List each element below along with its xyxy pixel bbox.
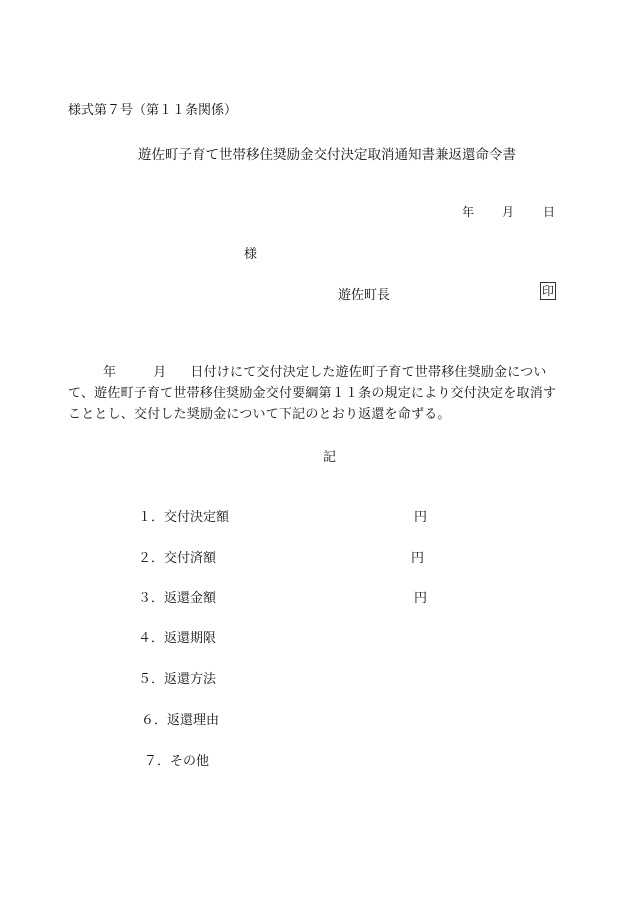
body-text: 日付けにて交付決定した遊佐町子育て世帯移住奨励金について、遊佐町子育て世帯移住奨励金交付要綱第１１条の規定により交付決定を取消すこととし、交付した奨励金について下記のとおり返還を命ずる。 [68, 365, 557, 422]
item-other: ７．その他 [144, 754, 210, 769]
item-issue-amount: １．交付決定額 [138, 510, 230, 525]
date-day-label: 日 [543, 205, 556, 219]
item-issue-amount-unit: 円 [414, 510, 428, 525]
notice-body [68, 362, 568, 425]
item-refund-amount-unit: 円 [414, 591, 428, 606]
item-paid-amount: ２．交付済額 [138, 551, 217, 566]
item-refund-reason: ６．返還理由 [141, 713, 220, 728]
addressee-suffix: 様 [244, 247, 258, 262]
document-title: 遊佐町子育て世帯移住奨励金交付決定取消通知書兼返還命令書 [138, 147, 516, 163]
date-year-label: 年 [462, 205, 475, 219]
body-month-label: 月 [153, 365, 167, 380]
form-number: 様式第７号（第１１条関係） [68, 103, 238, 118]
item-paid-amount-unit: 円 [411, 551, 425, 566]
item-refund-method: ５．返還方法 [138, 672, 217, 687]
body-year-label: 年 [103, 365, 117, 380]
seal-box: 印 [542, 284, 555, 298]
issuer-name: 遊佐町長 [338, 288, 391, 303]
date-month-label: 月 [502, 205, 515, 219]
item-refund-amount: ３．返還金額 [138, 591, 217, 606]
notice-mark: 記 [323, 450, 337, 465]
item-refund-deadline: ４．返還期限 [138, 631, 217, 646]
